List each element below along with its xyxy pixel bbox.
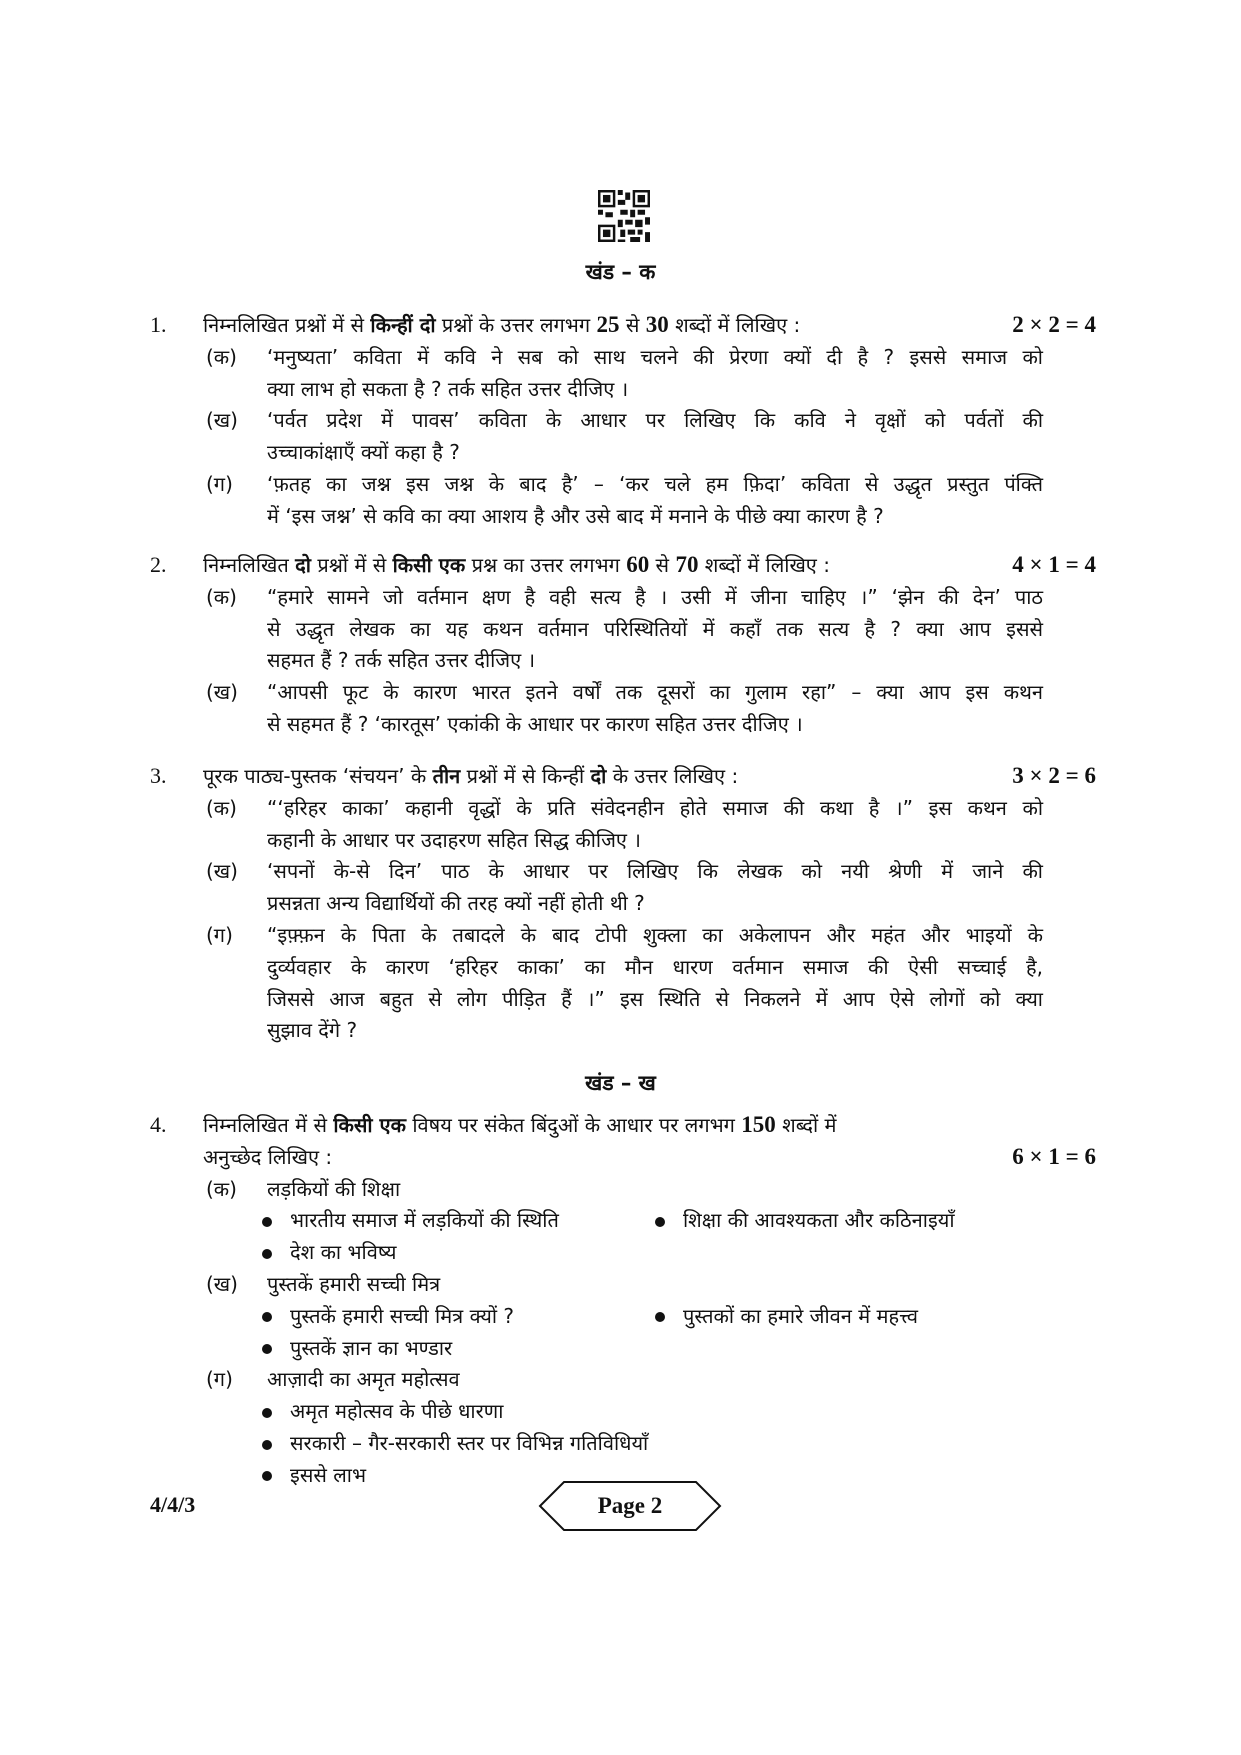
sub-question-text: ‘पर्वत प्रदेश में पावस’ कविता के आधार पर लिखिए कि कवि ने वृक्षों को पर्वतों की bbox=[267, 408, 1043, 433]
sub-question-text: में ‘इस जश्न’ से कवि का क्या आशय है और उसे बाद में मनाने के पीछे क्या कारण है ? bbox=[267, 503, 884, 528]
sub-question-label: (ग) bbox=[206, 923, 233, 947]
bullet-point bbox=[262, 1395, 503, 1427]
bullet-point bbox=[262, 1332, 452, 1364]
bullet-text: अमृत महोत्सव के पीछे धारणा bbox=[290, 1399, 504, 1424]
bullet-text: देश का भविष्य bbox=[290, 1240, 397, 1265]
sub-question-label: (ग) bbox=[206, 472, 233, 496]
instruction-segment: 30 bbox=[645, 312, 669, 337]
sub-question-text: कहानी के आधार पर उदाहरण सहित सिद्ध कीजिए । bbox=[267, 827, 641, 852]
page-number: Page 2 bbox=[597, 1493, 663, 1518]
bullet-icon bbox=[262, 1217, 272, 1227]
sub-question-label: (क) bbox=[206, 344, 237, 369]
instruction-segment: किन्हीं दो bbox=[370, 313, 436, 337]
sub-question-text: “‘हरिहर काका’ कहानी वृद्धों के प्रति संवेदनहीन होते समाज की कथा है ।” इस कथन को bbox=[267, 795, 1043, 820]
sub-question-text: “हमारे सामने जो वर्तमान क्षण है वही सत्य है । उसी में जीना चाहिए ।” ‘झेन की देन’ पाठ bbox=[267, 584, 1043, 609]
instruction-segment: 60 bbox=[626, 552, 650, 577]
question-marks: 3 × 2 = 6 bbox=[1012, 763, 1096, 788]
instruction-segment: के उत्तर लिखिए : bbox=[606, 764, 739, 788]
topic-label: (ग) bbox=[206, 1367, 233, 1392]
instruction-segment: तीन bbox=[432, 764, 461, 788]
sub-question-text: क्या लाभ हो सकता है ? तर्क सहित उत्तर दीजिए । bbox=[267, 376, 629, 401]
bullet-icon bbox=[655, 1217, 665, 1227]
instruction-segment: दो bbox=[590, 764, 607, 788]
paper-code: 4/4/3 bbox=[150, 1492, 196, 1517]
topic-title: लड़कियों की शिक्षा bbox=[267, 1176, 401, 1201]
section-heading-b: खंड – ख bbox=[585, 1071, 656, 1095]
bullet-icon bbox=[262, 1440, 272, 1450]
instruction-segment: से bbox=[619, 313, 646, 337]
question-marks: 4 × 1 = 4 bbox=[1012, 552, 1096, 577]
question-number: 4. bbox=[150, 1112, 167, 1137]
bullet-point bbox=[262, 1236, 397, 1268]
bullet-point bbox=[262, 1427, 648, 1459]
topic-label: (ख) bbox=[206, 1272, 238, 1296]
sub-question-text: ‘फ़तह का जश्न इस जश्न के बाद है’ – ‘कर चले हम फ़िदा’ कविता से उद्धृत प्रस्तुत पंक्ति bbox=[267, 472, 1043, 496]
instruction-segment: निम्नलिखित bbox=[203, 553, 296, 577]
sub-question-text: “आपसी फूट के कारण भारत इतने वर्षों तक दूसरों का गुलाम रहा” – क्या आप इस कथन bbox=[267, 680, 1043, 705]
instruction-segment: किसी एक bbox=[392, 553, 466, 577]
instruction-segment: निम्नलिखित में से bbox=[203, 1113, 334, 1137]
bullet-text: पुस्तकों का हमारे जीवन में महत्त्व bbox=[683, 1303, 918, 1328]
question-number: 2. bbox=[150, 552, 167, 577]
topic-label: (क) bbox=[206, 1176, 237, 1201]
instruction-segment: से bbox=[649, 553, 676, 577]
instruction-segment: पूरक पाठ्य-पुस्तक ‘संचयन’ के bbox=[203, 764, 433, 788]
instruction-segment: निम्नलिखित प्रश्नों में से bbox=[203, 313, 371, 337]
question-instruction bbox=[203, 1141, 332, 1173]
sub-question-label: (ख) bbox=[206, 408, 238, 433]
topic-title: पुस्तकें हमारी सच्ची मित्र bbox=[267, 1272, 441, 1296]
bullet-text: भारतीय समाज में लड़कियों की स्थिति bbox=[290, 1208, 559, 1233]
instruction-segment: शब्दों में लिखिए : bbox=[668, 313, 801, 337]
sub-question-text: जिससे आज बहुत से लोग पीड़ित हैं ।” इस स्थिति से निकलने में आप ऐसे लोगों को क्या bbox=[267, 986, 1043, 1011]
bullet-text: पुस्तकें ज्ञान का भण्डार bbox=[290, 1335, 453, 1360]
bullet-point bbox=[655, 1300, 918, 1332]
sub-question-label: (क) bbox=[206, 584, 237, 609]
instruction-segment: अनुच्छेद लिखिए : bbox=[203, 1144, 333, 1169]
sub-question-text: ‘सपनों के-से दिन’ पाठ के आधार पर लिखिए कि लेखक को नयी श्रेणी में जाने की bbox=[267, 859, 1043, 884]
instruction-segment: प्रश्नों में से bbox=[310, 553, 393, 577]
instruction-segment: शब्दों में लिखिए : bbox=[698, 553, 830, 577]
question-number: 3. bbox=[150, 763, 167, 788]
bullet-point bbox=[655, 1204, 955, 1236]
bullet-icon bbox=[262, 1312, 272, 1322]
bullet-icon bbox=[262, 1408, 272, 1418]
question-instruction bbox=[203, 309, 800, 341]
question-marks: 2 × 2 = 4 bbox=[1012, 312, 1096, 337]
bullet-icon bbox=[655, 1312, 665, 1322]
sub-question-label: (ख) bbox=[206, 859, 238, 884]
instruction-segment: किसी एक bbox=[333, 1113, 406, 1137]
question-instruction bbox=[203, 760, 738, 792]
sub-question-label: (ख) bbox=[206, 680, 238, 705]
bullet-text: पुस्तकें हमारी सच्ची मित्र क्यों ? bbox=[290, 1303, 515, 1328]
sub-question-text: प्रसन्नता अन्य विद्यार्थियों की तरह क्यों नहीं होती थी ? bbox=[267, 891, 645, 916]
sub-question-label: (क) bbox=[206, 795, 237, 820]
instruction-segment: दो bbox=[295, 553, 311, 577]
bullet-icon bbox=[262, 1471, 272, 1481]
instruction-segment: 25 bbox=[596, 312, 620, 337]
sub-question-text: उच्चाकांक्षाएँ क्यों कहा है ? bbox=[267, 440, 460, 465]
instruction-segment: 70 bbox=[675, 552, 699, 577]
bullet-text: शिक्षा की आवश्यकता और कठिनाइयाँ bbox=[683, 1208, 955, 1233]
sub-question-text: दुर्व्यवहार के कारण ‘हरिहर काका’ का मौन धारण वर्तमान समाज की ऐसी सच्चाई है, bbox=[267, 954, 1043, 979]
sub-question-text: ‘मनुष्यता’ कविता में कवि ने सब को साथ चलने की प्रेरणा क्यों दी है ? इससे समाज को bbox=[267, 344, 1043, 369]
bullet-point bbox=[262, 1300, 514, 1332]
question-instruction bbox=[203, 549, 830, 581]
instruction-segment: विषय पर संकेत बिंदुओं के आधार पर लगभग bbox=[405, 1113, 742, 1137]
bullet-text: सरकारी – गैर-सरकारी स्तर पर विभिन्न गतिविधियाँ bbox=[290, 1431, 649, 1455]
bullet-icon bbox=[262, 1344, 272, 1354]
question-marks: 6 × 1 = 6 bbox=[1012, 1143, 1096, 1169]
section-heading-a: खंड – क bbox=[585, 260, 656, 284]
instruction-segment: प्रश्न का उत्तर लगभग bbox=[465, 553, 627, 577]
bullet-point bbox=[262, 1204, 559, 1236]
sub-question-text: “इफ़्फ़न के पिता के तबादले के बाद टोपी शुक्ला का अकेलापन और महंत और भाइयों के bbox=[267, 923, 1043, 947]
bullet-icon bbox=[262, 1249, 272, 1259]
sub-question-text: से सहमत हैं ? ‘कारतूस’ एकांकी के आधार पर कारण सहित उत्तर दीजिए । bbox=[267, 712, 803, 736]
qr-code-icon bbox=[598, 190, 650, 242]
bullet-point bbox=[262, 1459, 366, 1491]
bullet-text: इससे लाभ bbox=[290, 1462, 367, 1487]
sub-question-text: सुझाव देंगे ? bbox=[267, 1018, 358, 1043]
question-instruction bbox=[203, 1109, 837, 1141]
question-number: 1. bbox=[150, 312, 167, 337]
instruction-segment: शब्दों में bbox=[775, 1113, 837, 1137]
instruction-segment: 150 bbox=[741, 1112, 776, 1137]
sub-question-text: से उद्धृत लेखक का यह कथन वर्तमान परिस्थितियों में कहाँ तक सत्य है ? क्या आप इससे bbox=[267, 616, 1043, 641]
instruction-segment: प्रश्नों के उत्तर लगभग bbox=[435, 313, 597, 337]
topic-title: आज़ादी का अमृत महोत्सव bbox=[267, 1367, 460, 1392]
sub-question-text: सहमत हैं ? तर्क सहित उत्तर दीजिए । bbox=[267, 648, 536, 673]
instruction-segment: प्रश्नों में से किन्हीं bbox=[460, 764, 591, 788]
